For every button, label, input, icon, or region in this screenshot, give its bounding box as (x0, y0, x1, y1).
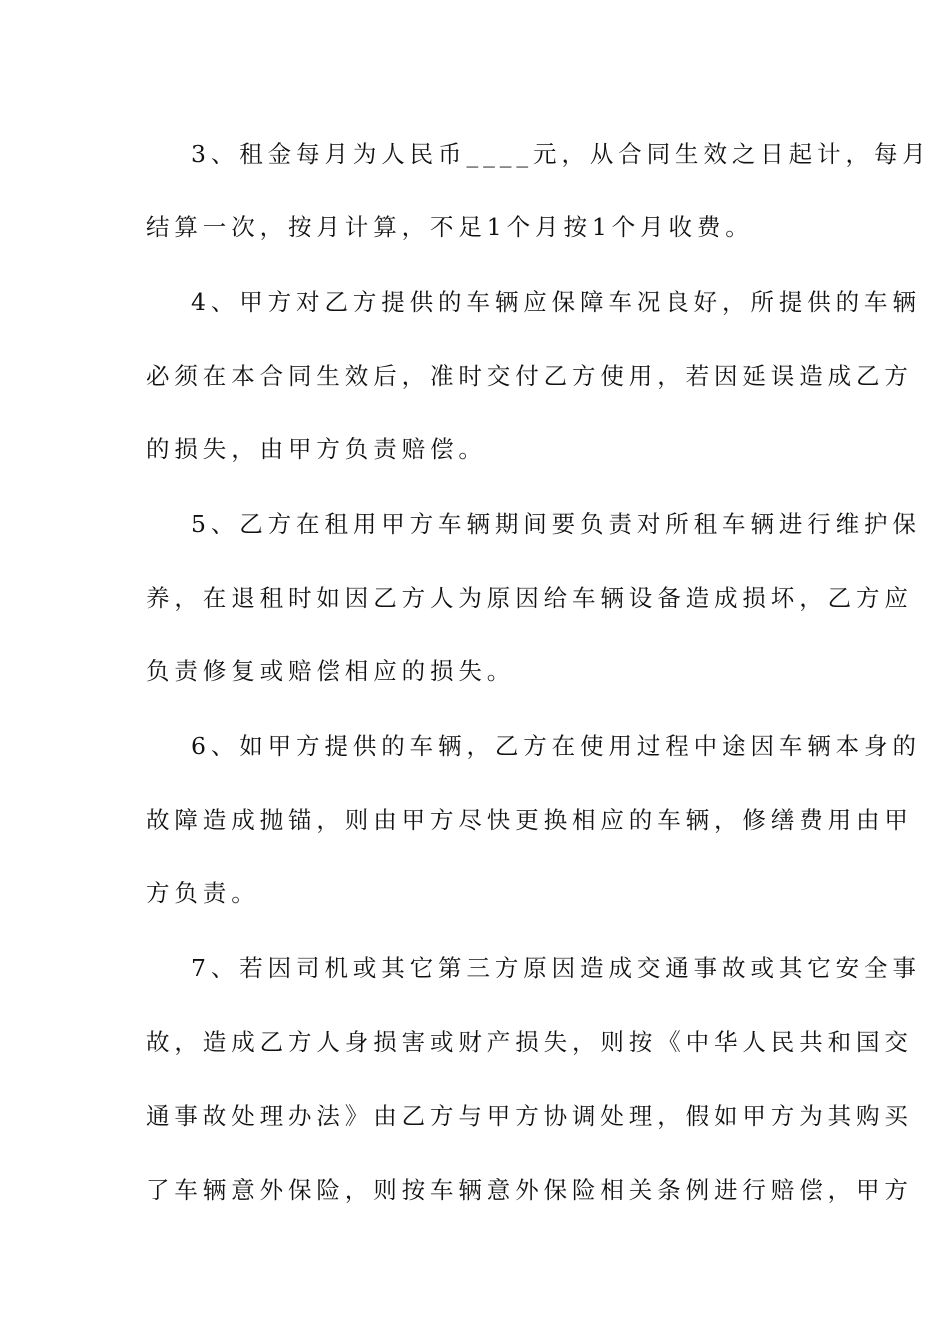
clause-6-line-3: 方负责。 (146, 879, 260, 907)
clause-4-line-2: 必须在本合同生效后，准时交付乙方使用，若因延误造成乙方 (146, 362, 913, 390)
clause-7-line-4: 了车辆意外保险，则按车辆意外保险相关条例进行赔偿，甲方 (146, 1176, 913, 1204)
clause-7-line-1: 7、若因司机或其它第三方原因造成交通事故或其它安全事 (191, 954, 921, 982)
clause-6-line-2: 故障造成抛锚，则由甲方尽快更换相应的车辆，修缮费用由甲 (146, 806, 913, 834)
clause-5-line-3: 负责修复或赔偿相应的损失。 (146, 657, 516, 685)
clause-5-line-1: 5、乙方在租用甲方车辆期间要负责对所租车辆进行维护保 (191, 510, 921, 538)
clause-7-line-3: 通事故处理办法》由乙方与甲方协调处理，假如甲方为其购买 (146, 1102, 913, 1130)
clause-3-line-1: 3、租金每月为人民币____元，从合同生效之日起计，每月 (191, 140, 931, 168)
clause-7-line-2: 故，造成乙方人身损害或财产损失，则按《中华人民共和国交 (146, 1028, 913, 1056)
clause-5-line-2: 养，在退租时如因乙方人为原因给车辆设备造成损坏，乙方应 (146, 584, 913, 612)
clause-4-line-1: 4、甲方对乙方提供的车辆应保障车况良好，所提供的车辆 (191, 288, 921, 316)
clause-4-line-3: 的损失，由甲方负责赔偿。 (146, 435, 487, 463)
clause-3-line-2: 结算一次，按月计算，不足1个月按1个月收费。 (146, 213, 754, 241)
clause-6-line-1: 6、如甲方提供的车辆，乙方在使用过程中途因车辆本身的 (191, 732, 921, 760)
